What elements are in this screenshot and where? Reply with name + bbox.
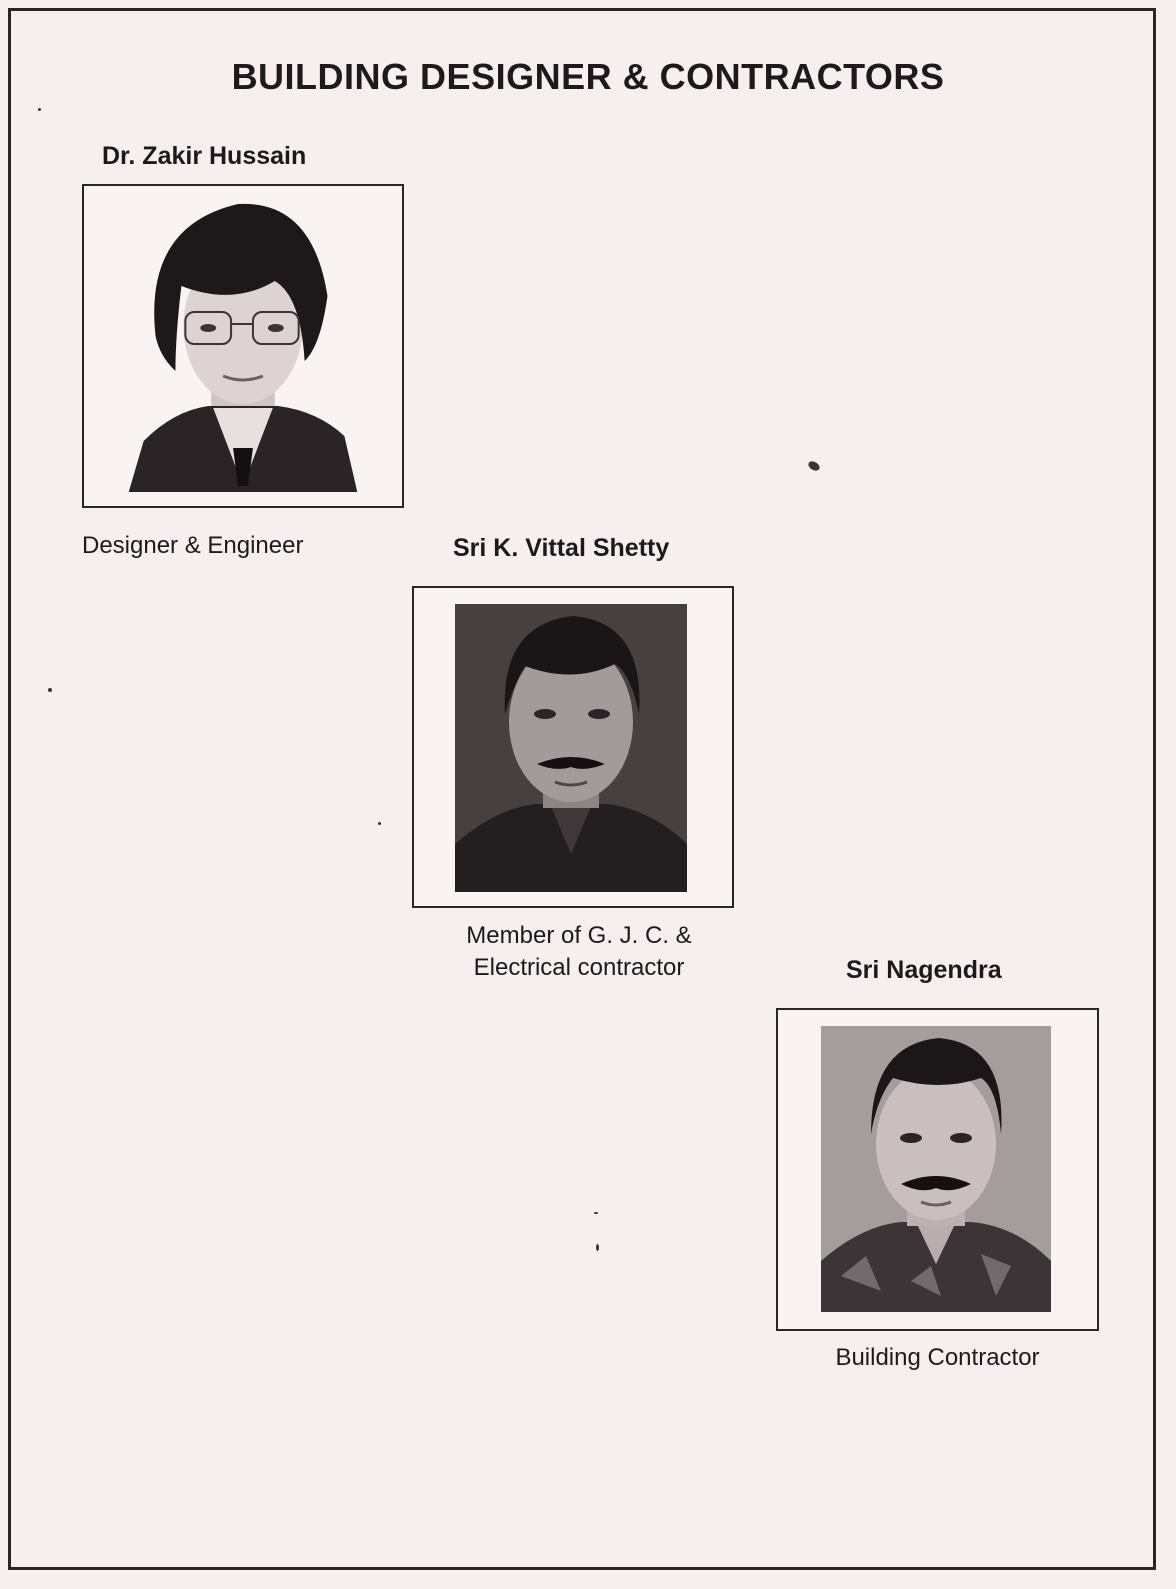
- photo-frame-zakir-hussain: [82, 184, 404, 508]
- photo-frame-nagendra: [776, 1008, 1099, 1331]
- photo-frame-vittal-shetty: [412, 586, 734, 908]
- portrait-photo: [455, 604, 687, 892]
- person-name-zakir-hussain: Dr. Zakir Hussain: [102, 142, 307, 170]
- portrait-photo: [84, 186, 402, 506]
- person-role-nagendra: [776, 1342, 1099, 1374]
- scan-speck: [596, 1244, 599, 1251]
- person-name-vittal-shetty: Sri K. Vittal Shetty: [453, 534, 670, 562]
- role-line: Building Contractor: [835, 1344, 1040, 1371]
- scan-speck: [594, 1212, 598, 1214]
- person-name-nagendra: Sri Nagendra: [846, 956, 1002, 984]
- scan-speck: [48, 688, 52, 692]
- person-role-vittal-shetty: [412, 920, 746, 984]
- page-title: BUILDING DESIGNER & CONTRACTORS: [231, 56, 945, 97]
- portrait-photo: [821, 1026, 1051, 1312]
- scan-speck: [378, 822, 381, 825]
- role-line: Electrical contractor: [473, 954, 685, 981]
- person-role-zakir-hussain: [82, 530, 360, 562]
- role-line: Designer & Engineer: [82, 532, 304, 559]
- scan-speck: [38, 108, 41, 111]
- role-line: Member of G. J. C. &: [466, 922, 692, 949]
